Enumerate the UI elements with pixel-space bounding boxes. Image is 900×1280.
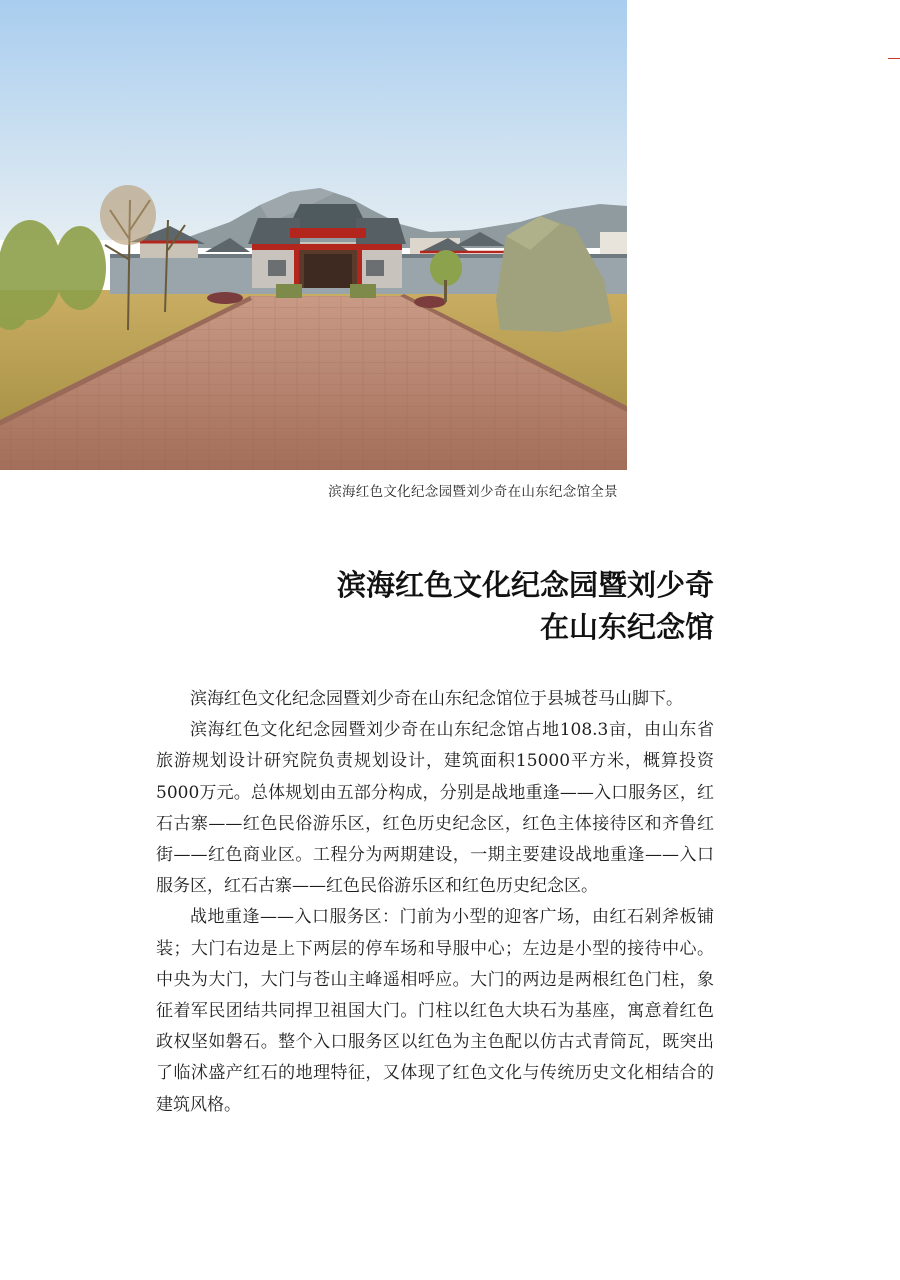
paragraph: 滨海红色文化纪念园暨刘少奇在山东纪念馆占地108.3亩，由山东省旅游规划设计研究院负责规划设计，建筑面积15000平方米，概算投资5000万元。总体规划由五部分构成，分别是战地重逢——入口服务区，红石古寨——红色民俗游乐区，红色历史纪念区，红色主体接待区和齐鲁红街——红色商业区。工程分为两期建设，一期主要建设战地重逢——入口服务区，红石古寨——红色民俗游乐区和红色历史纪念区。 [156, 720, 714, 897]
article-title [240, 564, 714, 648]
paragraph: 滨海红色文化纪念园暨刘少奇在山东纪念馆位于县城苍马山脚下。 [190, 689, 683, 709]
margin-mark [888, 58, 900, 59]
article-body [156, 684, 714, 1121]
memorial-photo [0, 0, 627, 470]
memorial-panorama-image [0, 0, 627, 470]
article-title-line1: 滨海红色文化纪念园暨刘少奇 [336, 568, 714, 602]
photo-caption: 滨海红色文化纪念园暨刘少奇在山东纪念馆全景 [328, 484, 618, 500]
article-title-line2: 在山东纪念馆 [539, 610, 714, 644]
paragraph: 战地重逢——入口服务区：门前为小型的迎客广场，由红石剁斧板铺装；大门右边是上下两层的停车场和导服中心；左边是小型的接待中心。中央为大门，大门与苍山主峰遥相呼应。大门的两边是两根红色门柱，象征着军民团结共同捍卫祖国大门。门柱以红色大块石为基座，寓意着红色政权坚如磐石。整个入口服务区以红色为主色配以仿古式青筒瓦，既突出了临沭盛产红石的地理特征，又体现了红色文化与传统历史文化相结合的建筑风格。 [156, 907, 714, 1115]
